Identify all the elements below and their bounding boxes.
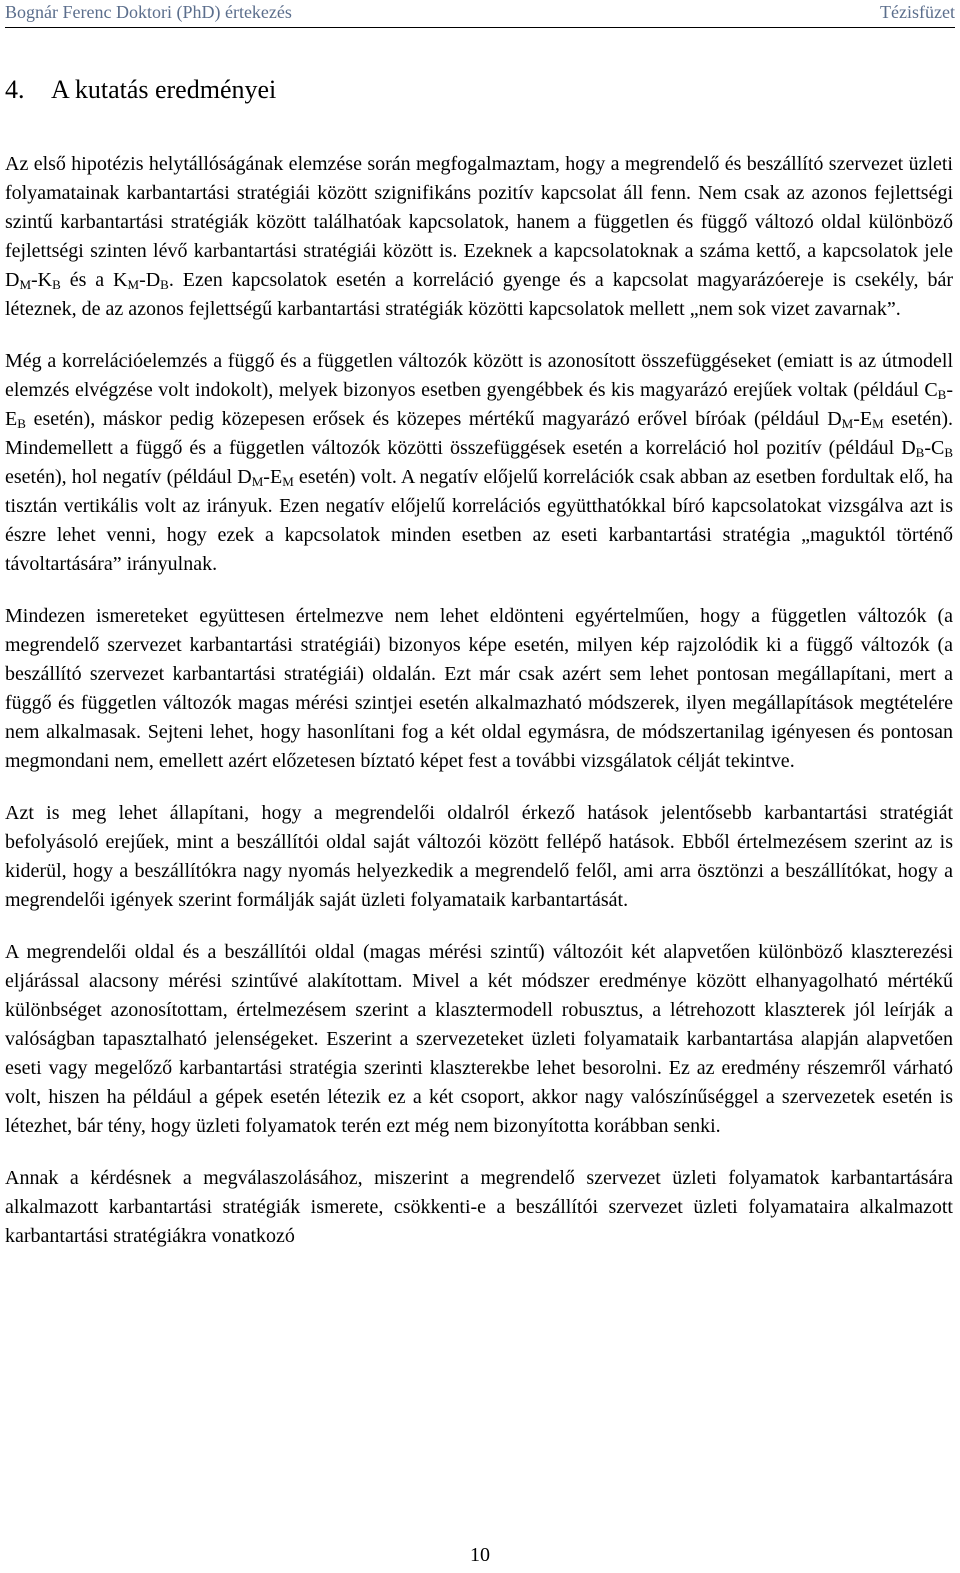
header-title: Bognár Ferenc Doktori (PhD) értekezés xyxy=(5,2,292,22)
paragraph-1: Az első hipotézis helytállóságának elemzése során megfogalmaztam, hogy a megrendelő és beszállító szervezet üzleti folyamatainak karbantartási stratégiái között szignifikáns pozitív kapcsolat áll fenn. Nem csak az azonos fejlettségi szintű karbantartási stratégiák között találhatóak kapcsolatok, hanem a független és függő változó oldal különböző fejlettségi szinten lévő karbantartási stratégiái között is. Ezeknek a kapcsolatoknak a száma kettő, a kapcsolatok jele $D_M-K_B$ és a $K_M-D_B$. Ezen kapcsolatok esetén a korreláció gyenge és a kapcsolat magyarázóereje is csekély, bár léteznek, de az azonos fejlettségű karbantartási stratégiák közötti kapcsolatok mellett „nem sok vizet zavarnak”. xyxy=(5,153,953,320)
section-title: A kutatás eredményei xyxy=(51,75,277,104)
running-header xyxy=(5,0,955,28)
header-section: Tézisfüzet xyxy=(880,2,955,22)
paragraph-5: A megrendelői oldal és a beszállítói oldal (magas mérési szintű) változóit két alapvetően különböző klaszterezési eljárással alacsony mérési szintűvé alakítottam. Mivel a két módszer eredménye között elhanyagolható mértékű különbséget azonosítottam, értelmezésem szerint a klasztermodell robusztus, a létrehozott klaszterek jól leírják a valóságban tapasztalható jelenségeket. Eszerint a szervezeteket üzleti folyamataik karbantartása alapján alapvetően eseti vagy megelőző karbantartási stratégia szerinti klaszterekbe lehet besorolni. Ez az eredmény részemről várható volt, hiszen ha például a gépek esetén létezik ez a két csoport, akkor nagy valószínűséggel a szervezetek esetén is létezhet, bár tény, hogy üzleti folyamatok terén ezt még nem bizonyította korábban senki. xyxy=(5,941,953,1137)
page-number: 10 xyxy=(470,1544,490,1566)
section-heading xyxy=(5,74,276,106)
paragraph-2: Még a korrelációelemzés a függő és a független változók között is azonosított összefüggéseket (emiatt is az útmodell elemzés elvégzése volt indokolt), melyek bizonyos esetben gyengébbek és kis magyarázó erejűek voltak (például $C_B-E_B$ esetén), máskor pedig közepesen erősek és közepes mértékű magyarázó erővel bíróak (például $D_M-E_M$ esetén). Mindemellett a függő és a független változók közötti összefüggések esetén a korreláció hol pozitív (például $D_B-C_B$ esetén), hol negatív (például $D_M-E_M$ esetén) volt. A negatív előjelű korrelációk csak abban az esetben fordultak elő, ha tisztán vertikális volt az irányuk. Ezen negatív előjelű korrelációs együtthatókkal bíró kapcsolatokat vizsgálva azt is észre lehet venni, hogy ezek a kapcsolatok minden esetben az eseti karbantartási stratégia „maguktól történő távoltartására” irányulnak. xyxy=(5,350,953,575)
paragraph-3: Mindezen ismereteket együttesen értelmezve nem lehet eldönteni egyértelműen, hogy a független változók (a megrendelő szervezet karbantartási stratégiái) bizonyos képe esetén, milyen kép rajzolódik ki a függő változók (a beszállító szervezet karbantartási stratégiái) oldalán. Ezt már csak azért sem lehet pontosan megállapítani, mert a függő és független változók magas mérési szintjei esetén alkalmazható módszerek, ilyen megállapítások megtételére nem alkalmasak. Sejteni lehet, hogy hasonlítani fog a két oldal egymásra, de módszertanilag igényesen és pontosan megmondani nem, emellett azért előzetesen bíztató képet fest a további vizsgálatok célját tekintve. xyxy=(5,605,953,772)
document-body xyxy=(5,150,953,1274)
paragraph-6: Annak a kérdésnek a megválaszolásához, miszerint a megrendelő szervezet üzleti folyamatok karbantartására alkalmazott karbantartási stratégiák ismerete, csökkenti-e a beszállítói szervezet üzleti folyamataira alkalmazott karbantartási stratégiákra vonatkozó xyxy=(5,1167,953,1247)
paragraph-4: Azt is meg lehet állapítani, hogy a megrendelői oldalról érkező hatások jelentősebb karbantartási stratégiát befolyásoló erejűek, mint a beszállítói oldal saját változói között fellépő hatások. Ebből értelmezésem szerint az is kiderül, hogy a beszállítókra nagy nyomás helyezkedik a megrendelő felől, ami arra ösztönzi a beszállítókat, hogy a megrendelői igények szerint formálják saját üzleti folyamataik karbantartását. xyxy=(5,802,953,911)
section-number: 4. xyxy=(5,75,25,104)
